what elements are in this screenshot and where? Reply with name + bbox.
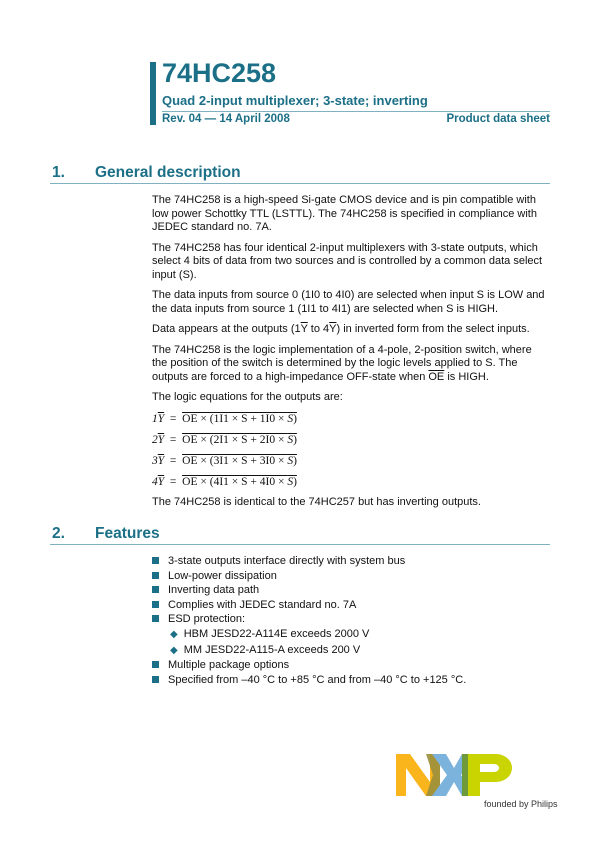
logic-equation: $2\overline{Y}$ = OE × (2I1 × S + 2I0 × S): [152, 433, 297, 446]
feature-item: [152, 569, 550, 584]
eq-body: × (3I1 × S + 3I0 ×: [197, 454, 288, 467]
logo-tagline: founded by Philips: [484, 799, 558, 809]
text: ) in inverted form from the select inputs.: [336, 323, 530, 335]
eq-end: ): [293, 454, 297, 467]
eq-oe: OE: [182, 433, 198, 446]
eq-s: S: [287, 454, 294, 467]
section-heading-general-description: [50, 162, 550, 184]
eq-oe: OE: [182, 475, 198, 488]
feature-text: Complies with JEDEC standard no. 7A: [168, 598, 357, 611]
bullet-square-icon: [152, 661, 159, 668]
features-list: [50, 554, 550, 687]
paragraph: The data inputs from source 0 (1I0 to 4I0) are selected when input S is LOW and the data inputs from source 1 (1I1 to 4I1) are selected when S is HIGH.: [152, 289, 545, 315]
header-accent-bar: [150, 62, 156, 125]
feature-text: MM JESD22-A115-A exceeds 200 V: [183, 643, 361, 656]
bullet-square-icon: [152, 586, 159, 593]
section-title: Features: [95, 525, 160, 542]
feature-item: [152, 554, 550, 569]
feature-subitem: [170, 643, 550, 659]
feature-item: [152, 598, 550, 613]
feature-subitem: [170, 627, 550, 643]
eq-body: × (2I1 × S + 2I0 ×: [197, 433, 288, 446]
header-divider: [162, 111, 550, 112]
eq-s: S: [287, 433, 294, 446]
equations: [50, 412, 550, 489]
feature-text: HBM JESD22-A114E exceeds 2000 V: [183, 627, 370, 640]
doc-type: Product data sheet: [446, 113, 550, 125]
bullet-diamond-icon: ◆: [170, 644, 178, 656]
eq-output-number: 2: [152, 433, 158, 446]
eq-output-number: 4: [152, 475, 158, 488]
eq-end: ): [293, 475, 297, 488]
bullet-square-icon: [152, 557, 159, 564]
bullet-square-icon: [152, 601, 159, 608]
bullet-diamond-icon: ◆: [170, 628, 178, 640]
eq-output-number: 3: [152, 454, 158, 467]
eq-output: $\overline{Y}$: [157, 433, 165, 446]
paragraph: The 74HC258 has four identical 2-input multiplexers with 3-state outputs, which select 4 bits of data from two sources and is controlled by a common data select input (S).: [152, 241, 543, 281]
page-content: [50, 162, 550, 687]
revision: Rev. 04 — 14 April 2008: [162, 113, 290, 125]
eq-oe: OE: [182, 454, 198, 467]
feature-item: [152, 658, 550, 673]
bullet-square-icon: [152, 615, 159, 622]
paragraph: The 74HC258 is a high-speed Si-gate CMOS device and is pin compatible with low power Schottky TTL (LSTTL). The 74HC258 is specified in compliance with JEDEC standard no. 7A.: [152, 194, 537, 233]
feature-text: 3-state outputs interface directly with system bus: [168, 555, 406, 567]
feature-item: [152, 612, 550, 627]
section-heading-features: [50, 523, 550, 545]
logic-equation: $1\overline{Y}$ = OE × (1I1 × S + 1I0 × S): [152, 412, 297, 425]
section-title: General description: [95, 164, 241, 181]
eq-end: ): [293, 412, 297, 425]
text: to 4: [307, 323, 330, 335]
feature-text: Low-power dissipation: [168, 569, 277, 582]
text: $\overline{Y}$: [300, 323, 308, 335]
eq-output-number: 1: [152, 412, 158, 425]
text: The 74HC258 is the logic implementation of a 4-pole, 2-position switch, where the position of the switch is determined by the logic levels applied to S. The outputs are forced to a high-impedance OFF-state when: [152, 343, 532, 383]
text: is HIGH.: [444, 370, 489, 383]
eq-oe: OE: [182, 412, 198, 425]
section-number: 2.: [52, 525, 65, 542]
paragraph: The 74HC258 is identical to the 74HC257 but has inverting outputs.: [152, 495, 481, 508]
eq-output: $\overline{Y}$: [157, 454, 165, 467]
eq-s: S: [287, 412, 294, 425]
eq-s: S: [287, 475, 294, 488]
bullet-square-icon: [152, 676, 159, 683]
eq-body: × (4I1 × S + 4I0 ×: [197, 475, 288, 488]
logic-equation: $4\overline{Y}$ = OE × (4I1 × S + 4I0 × S): [152, 475, 297, 488]
section-number: 1.: [52, 164, 65, 181]
document-title: 74HC258: [162, 58, 277, 88]
eq-body: × (1I1 × S + 1I0 ×: [197, 412, 288, 425]
text: Data appears at the outputs (1: [152, 323, 301, 335]
feature-item: [152, 673, 550, 688]
feature-text: Multiple package options: [168, 659, 290, 672]
paragraph: [152, 323, 550, 337]
feature-item: [152, 583, 550, 598]
text: $\overline{Y}$: [329, 323, 337, 335]
feature-text: Inverting data path: [168, 584, 260, 597]
eq-end: ): [293, 433, 297, 446]
document-subtitle: Quad 2-input multiplexer; 3-state; inverting: [162, 93, 428, 108]
nxp-logo: [396, 754, 516, 798]
eq-output: $\overline{Y}$: [157, 412, 165, 425]
logic-equation: $3\overline{Y}$ = OE × (3I1 × S + 3I0 × S): [152, 454, 297, 467]
feature-text: ESD protection:: [168, 613, 246, 626]
eq-output: $\overline{Y}$: [157, 475, 165, 488]
paragraph: [152, 344, 550, 385]
feature-text: Specified from –40 °C to +85 °C and from –40 °C to +125 °C.: [168, 673, 467, 686]
text: $\overline{OE}$: [428, 370, 445, 383]
bullet-square-icon: [152, 572, 159, 579]
paragraph: The logic equations for the outputs are:: [152, 391, 343, 403]
